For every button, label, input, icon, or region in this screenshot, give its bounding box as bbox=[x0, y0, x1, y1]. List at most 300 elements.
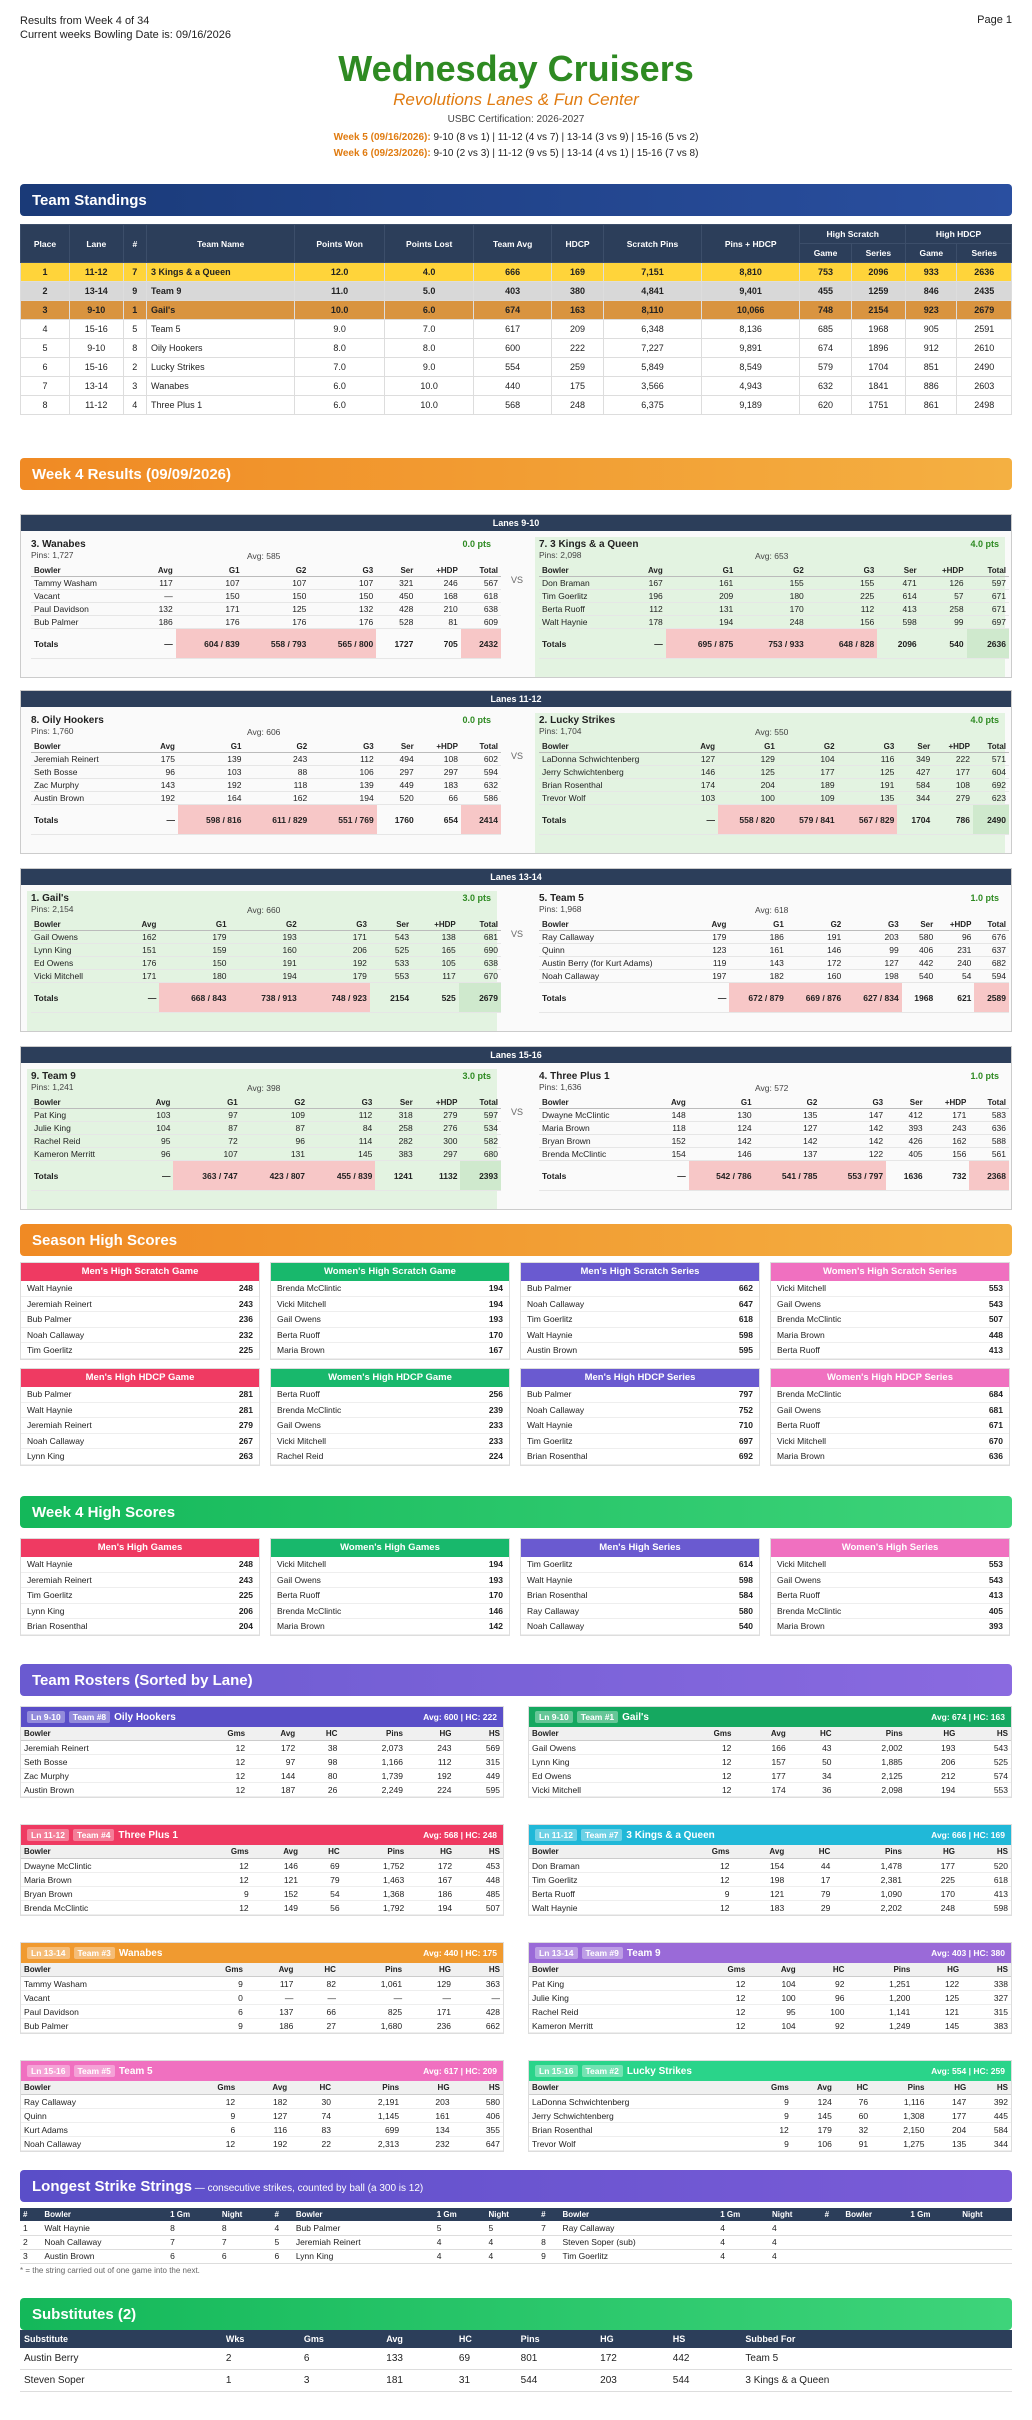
bowler-cell: 97 bbox=[173, 1109, 240, 1122]
bowler-header: Total bbox=[969, 1097, 1009, 1109]
roster-cell: 9 bbox=[743, 2137, 792, 2151]
roster-cell: 1,141 bbox=[847, 2005, 913, 2019]
standings-cell: 8.0 bbox=[295, 339, 385, 358]
bowler-cell: 84 bbox=[308, 1122, 375, 1135]
match-team-points: 3.0 pts bbox=[462, 893, 491, 903]
bowler-cell: Austin Berry (for Kurt Adams) bbox=[539, 957, 701, 970]
card-row bbox=[771, 1328, 1009, 1344]
standings-header: Pins + HDCP bbox=[702, 225, 800, 263]
match-team-avg: Avg: 660 bbox=[247, 905, 281, 915]
bowler-header: Ser bbox=[886, 1097, 926, 1109]
roster-cell: 212 bbox=[906, 1769, 959, 1783]
bowler-cell: 161 bbox=[666, 577, 737, 590]
bowler-cell: 383 bbox=[375, 1148, 415, 1161]
bowler-cell: Noah Callaway bbox=[539, 970, 701, 983]
strike-cell: 4 bbox=[485, 2249, 538, 2263]
card-row bbox=[21, 1588, 259, 1604]
bowler-header: Bowler bbox=[539, 1097, 656, 1109]
bowler-cell: 109 bbox=[241, 1109, 308, 1122]
card-bowler: Brenda McClintic bbox=[777, 1605, 842, 1616]
roster-cell: 97 bbox=[248, 1755, 298, 1769]
standings-cell: 685 bbox=[800, 320, 851, 339]
card-score: 193 bbox=[488, 1574, 503, 1585]
roster-cell: 9 bbox=[188, 1977, 246, 1991]
roster-cell: 12 bbox=[191, 1755, 248, 1769]
bowler-cell: 150 bbox=[309, 590, 376, 603]
bowler-cell: 494 bbox=[377, 753, 417, 766]
card-score: 697 bbox=[738, 1435, 753, 1446]
roster-card bbox=[20, 1942, 504, 2034]
bowler-row bbox=[31, 1148, 501, 1161]
card-title: Men's High Series bbox=[521, 1539, 759, 1557]
standings-cell: 10.0 bbox=[385, 377, 474, 396]
bowler-row bbox=[31, 944, 501, 957]
bowler-header: Bowler bbox=[539, 741, 688, 753]
bowler-row bbox=[31, 1122, 501, 1135]
roster-cell: Tim Goerlitz bbox=[529, 1873, 670, 1887]
roster-cell: 104 bbox=[748, 2019, 798, 2033]
bowler-cell: Ray Callaway bbox=[539, 931, 701, 944]
card-row bbox=[271, 1573, 509, 1589]
card-score: 267 bbox=[238, 1435, 253, 1446]
totals-cell: Totals bbox=[31, 1161, 140, 1191]
bowler-cell: 543 bbox=[370, 931, 412, 944]
bowler-cell: Vacant bbox=[31, 590, 142, 603]
strike-header: Night bbox=[219, 2208, 272, 2221]
roster-cell: 27 bbox=[296, 2019, 339, 2033]
totals-cell: 621 bbox=[936, 983, 974, 1013]
roster-cell: 192 bbox=[238, 2137, 290, 2151]
bowler-row bbox=[539, 1109, 1009, 1122]
card-score: 580 bbox=[738, 1605, 753, 1616]
totals-cell: Totals bbox=[31, 805, 145, 835]
standings-cell: 5 bbox=[123, 320, 146, 339]
bowler-cell: Tim Goerlitz bbox=[539, 590, 630, 603]
roster-cell: 193 bbox=[906, 1741, 959, 1755]
bowler-header: G1 bbox=[173, 1097, 240, 1109]
bowler-cell: Quinn bbox=[539, 944, 701, 957]
bowler-cell: 692 bbox=[973, 779, 1009, 792]
roster-cell: 428 bbox=[454, 2005, 503, 2019]
bowler-header: G1 bbox=[729, 919, 786, 931]
match-team-pins: Pins: 1,636 bbox=[539, 1082, 582, 1092]
card-bowler: Gail Owens bbox=[277, 1574, 321, 1585]
roster-row bbox=[21, 2095, 503, 2109]
bowler-cell: 182 bbox=[729, 970, 786, 983]
subs-header: Wks bbox=[222, 2330, 300, 2348]
usbc-cert: USBC Certification: 2026-2027 bbox=[447, 114, 585, 125]
roster-col-header: Bowler bbox=[21, 1963, 188, 1977]
card-bowler: Maria Brown bbox=[277, 1345, 325, 1355]
bowler-header: G2 bbox=[755, 1097, 821, 1109]
standings-cell: 1 bbox=[123, 301, 146, 320]
subs-header: Subbed For bbox=[741, 2330, 1012, 2348]
card-score: 194 bbox=[488, 1298, 503, 1309]
roster-team-name: Team 9 bbox=[626, 1948, 661, 1959]
bowler-cell: 106 bbox=[310, 766, 377, 779]
bowler-cell: 203 bbox=[844, 931, 901, 944]
roster-cell: 194 bbox=[906, 1783, 959, 1797]
roster-cell: 6 bbox=[179, 2123, 238, 2137]
bowler-cell: 471 bbox=[877, 577, 919, 590]
totals-cell: 2368 bbox=[969, 1161, 1009, 1191]
bowler-cell: 594 bbox=[461, 766, 501, 779]
card-bowler: Tim Goerlitz bbox=[27, 1345, 73, 1355]
roster-cell: 117 bbox=[246, 1977, 296, 1991]
standings-cell: 4.0 bbox=[385, 263, 474, 282]
bowler-cell: 112 bbox=[308, 1109, 375, 1122]
strike-cell: 6 bbox=[219, 2249, 272, 2263]
card-score: 553 bbox=[988, 1559, 1003, 1569]
match-team-points: 4.0 pts bbox=[970, 715, 999, 725]
bowler-table bbox=[539, 741, 1009, 835]
roster-cell: 448 bbox=[455, 1873, 503, 1887]
totals-cell: 672 / 879 bbox=[729, 983, 786, 1013]
bowler-cell: 561 bbox=[969, 1148, 1009, 1161]
match-team bbox=[535, 537, 1005, 677]
bowler-cell: 186 bbox=[142, 616, 176, 629]
bowler-cell: 682 bbox=[974, 957, 1009, 970]
roster-cell: Quinn bbox=[21, 2109, 179, 2123]
strike-cell: 4 bbox=[717, 2249, 769, 2263]
roster-col-header: Avg bbox=[238, 2081, 290, 2095]
roster-cell: 106 bbox=[792, 2137, 835, 2151]
strike-row bbox=[20, 2249, 1012, 2263]
card-bowler: Gail Owens bbox=[777, 1404, 821, 1415]
bowler-cell: 156 bbox=[807, 616, 878, 629]
bowler-cell: 154 bbox=[656, 1148, 689, 1161]
strike-header: # bbox=[822, 2208, 843, 2221]
roster-cell: 1,061 bbox=[339, 1977, 405, 1991]
roster-cell: 12 bbox=[691, 2005, 749, 2019]
totals-cell: — bbox=[656, 1161, 689, 1191]
roster-cell: 315 bbox=[454, 1755, 503, 1769]
card-row bbox=[521, 1557, 759, 1573]
standings-row bbox=[21, 396, 1012, 415]
strike-cell: 8 bbox=[219, 2221, 272, 2235]
roster-cell: 543 bbox=[958, 1741, 1011, 1755]
card-title: Women's High HDCP Game bbox=[271, 1369, 509, 1387]
roster-cell: 121 bbox=[252, 1873, 301, 1887]
bowler-cell: 160 bbox=[230, 944, 300, 957]
card-bowler: Gail Owens bbox=[777, 1298, 821, 1309]
match-team-avg: Avg: 606 bbox=[247, 727, 281, 737]
roster-cell: 1,166 bbox=[340, 1755, 406, 1769]
roster-lane: Ln 13-14 bbox=[535, 1947, 578, 1959]
roster-cell: 91 bbox=[835, 2137, 871, 2151]
strike-cell: 7 bbox=[167, 2235, 219, 2249]
bowler-header: G3 bbox=[838, 741, 898, 753]
roster-col-header: Gms bbox=[191, 1727, 248, 1741]
roster-col-header: Gms bbox=[743, 2081, 792, 2095]
roster-team-name: Team 5 bbox=[118, 2066, 153, 2077]
card-bowler: Brenda McClintic bbox=[777, 1314, 842, 1324]
strike-header: Night bbox=[959, 2208, 1012, 2221]
strike-cell-empty bbox=[907, 2249, 959, 2263]
bowler-cell: 179 bbox=[701, 931, 730, 944]
roster-cell: 1,463 bbox=[343, 1873, 408, 1887]
roster-cell: Walt Haynie bbox=[529, 1901, 670, 1915]
card-score: 224 bbox=[488, 1451, 503, 1461]
bowler-header: +HDP bbox=[416, 565, 460, 577]
roster-cell: 12 bbox=[195, 1901, 251, 1915]
roster-cell: 144 bbox=[248, 1769, 298, 1783]
high-score-card bbox=[20, 1262, 260, 1360]
roster-lane: Ln 11-12 bbox=[535, 1829, 577, 1841]
standings-cell: 2591 bbox=[957, 320, 1012, 339]
standings-cell: 169 bbox=[551, 263, 603, 282]
standings-cell: 554 bbox=[474, 358, 552, 377]
bowler-header: G3 bbox=[807, 565, 878, 577]
bowler-table bbox=[539, 919, 1009, 1013]
card-bowler: Maria Brown bbox=[277, 1621, 325, 1631]
roster-cell: 2,150 bbox=[871, 2123, 927, 2137]
roster-row bbox=[21, 1977, 503, 1991]
bowler-cell: 406 bbox=[902, 944, 937, 957]
card-score: 540 bbox=[738, 1621, 753, 1631]
bowler-cell: 609 bbox=[461, 616, 501, 629]
bowler-cell: Julie King bbox=[31, 1122, 140, 1135]
roster-team-number: Team #7 bbox=[581, 1829, 622, 1841]
standings-cell: 13-14 bbox=[69, 377, 123, 396]
roster-cell: 12 bbox=[743, 2123, 792, 2137]
bowler-cell: Lynn King bbox=[31, 944, 124, 957]
card-score: 584 bbox=[738, 1590, 753, 1600]
bowler-cell: 96 bbox=[241, 1135, 308, 1148]
strike-cell: 2 bbox=[20, 2235, 41, 2249]
roster-cell: 12 bbox=[691, 2019, 749, 2033]
roster-cell: Austin Brown bbox=[21, 1783, 191, 1797]
card-row bbox=[521, 1403, 759, 1419]
roster-row bbox=[21, 2137, 503, 2151]
bowler-cell: 108 bbox=[417, 753, 461, 766]
roster-row bbox=[21, 2109, 503, 2123]
roster-col-header: HC bbox=[290, 2081, 334, 2095]
standings-cell: 2096 bbox=[851, 263, 905, 282]
bowler-row bbox=[31, 616, 501, 629]
roster-row bbox=[529, 2123, 1011, 2137]
match-team-avg: Avg: 653 bbox=[755, 551, 789, 561]
high-score-card bbox=[770, 1262, 1010, 1360]
roster-cell: — bbox=[454, 1991, 503, 2005]
card-row bbox=[771, 1573, 1009, 1589]
card-score: 146 bbox=[488, 1605, 503, 1616]
roster-header bbox=[21, 1943, 503, 1963]
bowler-row bbox=[539, 766, 1009, 779]
card-score: 248 bbox=[238, 1559, 253, 1569]
totals-cell: 1132 bbox=[416, 1161, 461, 1191]
totals-cell: Totals bbox=[539, 983, 701, 1013]
card-row bbox=[521, 1343, 759, 1359]
bowler-cell: 192 bbox=[145, 792, 178, 805]
card-score: 239 bbox=[488, 1404, 503, 1415]
bowler-cell: 150 bbox=[159, 957, 229, 970]
bowler-cell: 112 bbox=[310, 753, 377, 766]
card-score: 636 bbox=[988, 1451, 1003, 1461]
roster-col-header: HS bbox=[962, 1963, 1011, 1977]
roster-cell: 154 bbox=[733, 1859, 788, 1873]
roster-row bbox=[529, 2019, 1011, 2033]
standings-header: Team Name bbox=[147, 225, 295, 263]
bowler-header: Ser bbox=[877, 565, 919, 577]
card-bowler: Maria Brown bbox=[777, 1329, 825, 1340]
bowler-cell: 681 bbox=[459, 931, 501, 944]
roster-header bbox=[529, 1825, 1011, 1845]
roster-row bbox=[529, 1741, 1011, 1755]
totals-cell: 786 bbox=[933, 805, 973, 835]
roster-table bbox=[21, 1727, 503, 1797]
standings-cell: Team 5 bbox=[147, 320, 295, 339]
roster-card bbox=[528, 2060, 1012, 2152]
standings-cell: 600 bbox=[474, 339, 552, 358]
vs-label: VS bbox=[511, 751, 524, 761]
bowler-cell: Maria Brown bbox=[539, 1122, 656, 1135]
bowler-cell: 170 bbox=[736, 603, 807, 616]
roster-cell: 9 bbox=[179, 2109, 238, 2123]
bowler-cell: 104 bbox=[778, 753, 838, 766]
bowler-cell: 279 bbox=[933, 792, 973, 805]
bowler-cell: 118 bbox=[656, 1122, 689, 1135]
bowler-cell: Bryan Brown bbox=[539, 1135, 656, 1148]
bowler-cell: 318 bbox=[375, 1109, 415, 1122]
bowler-cell: 594 bbox=[974, 970, 1009, 983]
standings-cell: 923 bbox=[906, 301, 957, 320]
roster-col-header: Pins bbox=[871, 2081, 927, 2095]
match-block bbox=[20, 868, 1012, 1032]
totals-cell: 363 / 747 bbox=[173, 1161, 240, 1191]
roster-cell: 177 bbox=[928, 2109, 970, 2123]
roster-cell: Pat King bbox=[529, 1977, 691, 1991]
card-row bbox=[521, 1328, 759, 1344]
roster-cell: 1,116 bbox=[871, 2095, 927, 2109]
roster-cell: 206 bbox=[906, 1755, 959, 1769]
roster-cell: 26 bbox=[298, 1783, 340, 1797]
standings-cell: Three Plus 1 bbox=[147, 396, 295, 415]
standings-cell: 380 bbox=[551, 282, 603, 301]
roster-team-name: 3 Kings & a Queen bbox=[626, 1830, 715, 1841]
roster-cell: 248 bbox=[905, 1901, 958, 1915]
roster-header bbox=[529, 1707, 1011, 1727]
roster-cell: 2,381 bbox=[833, 1873, 905, 1887]
bowler-header: Bowler bbox=[539, 565, 630, 577]
standings-cell: 7 bbox=[123, 263, 146, 282]
card-row bbox=[21, 1281, 259, 1297]
bowler-cell: 146 bbox=[787, 944, 844, 957]
roster-cell: 9 bbox=[743, 2095, 792, 2109]
strike-cell: 7 bbox=[219, 2235, 272, 2249]
standings-cell: 8,136 bbox=[702, 320, 800, 339]
standings-header: High HDCP bbox=[906, 225, 1012, 244]
roster-cell: 2,002 bbox=[835, 1741, 906, 1755]
totals-cell: 654 bbox=[417, 805, 461, 835]
roster-col-header: HS bbox=[454, 1963, 503, 1977]
bowler-cell: Rachel Reid bbox=[31, 1135, 140, 1148]
roster-cell: 449 bbox=[454, 1769, 503, 1783]
roster-row bbox=[21, 1887, 503, 1901]
standings-cell: 2679 bbox=[957, 301, 1012, 320]
bowler-cell: Austin Brown bbox=[31, 792, 145, 805]
roster-cell: Julie King bbox=[529, 1991, 691, 2005]
roster-col-header: HG bbox=[906, 1727, 959, 1741]
bowler-row bbox=[31, 1135, 501, 1148]
standings-subheader: Game bbox=[906, 244, 957, 263]
match-team-avg: Avg: 398 bbox=[247, 1083, 281, 1093]
card-score: 393 bbox=[988, 1621, 1003, 1631]
bowler-cell: 580 bbox=[902, 931, 937, 944]
standings-cell: 10,066 bbox=[702, 301, 800, 320]
bowler-cell: 598 bbox=[877, 616, 919, 629]
roster-cell: 100 bbox=[748, 1991, 798, 2005]
card-score: 232 bbox=[238, 1329, 253, 1340]
totals-cell: 2679 bbox=[459, 983, 501, 1013]
roster-col-header: Pins bbox=[343, 1845, 408, 1859]
roster-cell: Trevor Wolf bbox=[529, 2137, 743, 2151]
roster-col-header: HC bbox=[787, 1845, 833, 1859]
strike-cell: 3 bbox=[20, 2249, 41, 2263]
roster-header bbox=[529, 2061, 1011, 2081]
league-title: Wednesday Cruisers bbox=[338, 48, 694, 89]
card-score: 225 bbox=[238, 1345, 253, 1355]
standings-cell: 674 bbox=[474, 301, 552, 320]
card-bowler: Vicki Mitchell bbox=[777, 1559, 826, 1569]
roster-cell: 12 bbox=[672, 1755, 734, 1769]
strike-cell: 6 bbox=[167, 2249, 219, 2263]
roster-cell: 174 bbox=[734, 1783, 788, 1797]
roster-stats: Avg: 600 | HC: 222 bbox=[423, 1712, 497, 1722]
roster-row bbox=[529, 1887, 1011, 1901]
totals-cell: — bbox=[145, 805, 178, 835]
bowler-cell: LaDonna Schwichtenberg bbox=[539, 753, 688, 766]
bowler-cell: 196 bbox=[630, 590, 665, 603]
bowler-cell: 112 bbox=[807, 603, 878, 616]
strike-header: Bowler bbox=[559, 2208, 717, 2221]
roster-cell: Ed Owens bbox=[529, 1769, 672, 1783]
bowler-cell: 103 bbox=[688, 792, 718, 805]
match-team-name: 3. Wanabes bbox=[31, 539, 86, 550]
card-row bbox=[271, 1557, 509, 1573]
card-bowler: Noah Callaway bbox=[527, 1404, 585, 1415]
match-team-name: 4. Three Plus 1 bbox=[539, 1071, 610, 1082]
match-team bbox=[27, 1069, 497, 1209]
roster-cell: Jeremiah Reinert bbox=[21, 1741, 191, 1755]
totals-cell: 753 / 933 bbox=[736, 629, 807, 659]
card-bowler: Jeremiah Reinert bbox=[27, 1298, 92, 1309]
match-team-name: 8. Oily Hookers bbox=[31, 715, 104, 726]
roster-team-number: Team #3 bbox=[74, 1947, 115, 1959]
totals-cell: 611 / 829 bbox=[244, 805, 310, 835]
card-score: 279 bbox=[238, 1420, 253, 1430]
lane-header: Lanes 13-14 bbox=[21, 869, 1011, 885]
standings-cell: 2636 bbox=[957, 263, 1012, 282]
bowler-cell: 231 bbox=[936, 944, 974, 957]
bowler-header: Ser bbox=[897, 741, 933, 753]
roster-cell: 580 bbox=[453, 2095, 503, 2109]
bowler-row bbox=[539, 616, 1009, 629]
roster-cell: 12 bbox=[691, 1977, 749, 1991]
roster-card bbox=[20, 1706, 504, 1798]
week-high-section-title: Week 4 High Scores bbox=[20, 1496, 1012, 1528]
strike-cell: 4 bbox=[272, 2221, 293, 2235]
lane-header: Lanes 9-10 bbox=[21, 515, 1011, 531]
bowler-row bbox=[539, 792, 1009, 805]
card-score: 233 bbox=[488, 1420, 503, 1430]
bowler-cell: 164 bbox=[178, 792, 245, 805]
totals-cell: 1968 bbox=[902, 983, 937, 1013]
roster-col-header: Avg bbox=[792, 2081, 835, 2095]
roster-cell: Kurt Adams bbox=[21, 2123, 179, 2137]
bowler-cell: 192 bbox=[178, 779, 245, 792]
bowler-cell: 125 bbox=[718, 766, 778, 779]
